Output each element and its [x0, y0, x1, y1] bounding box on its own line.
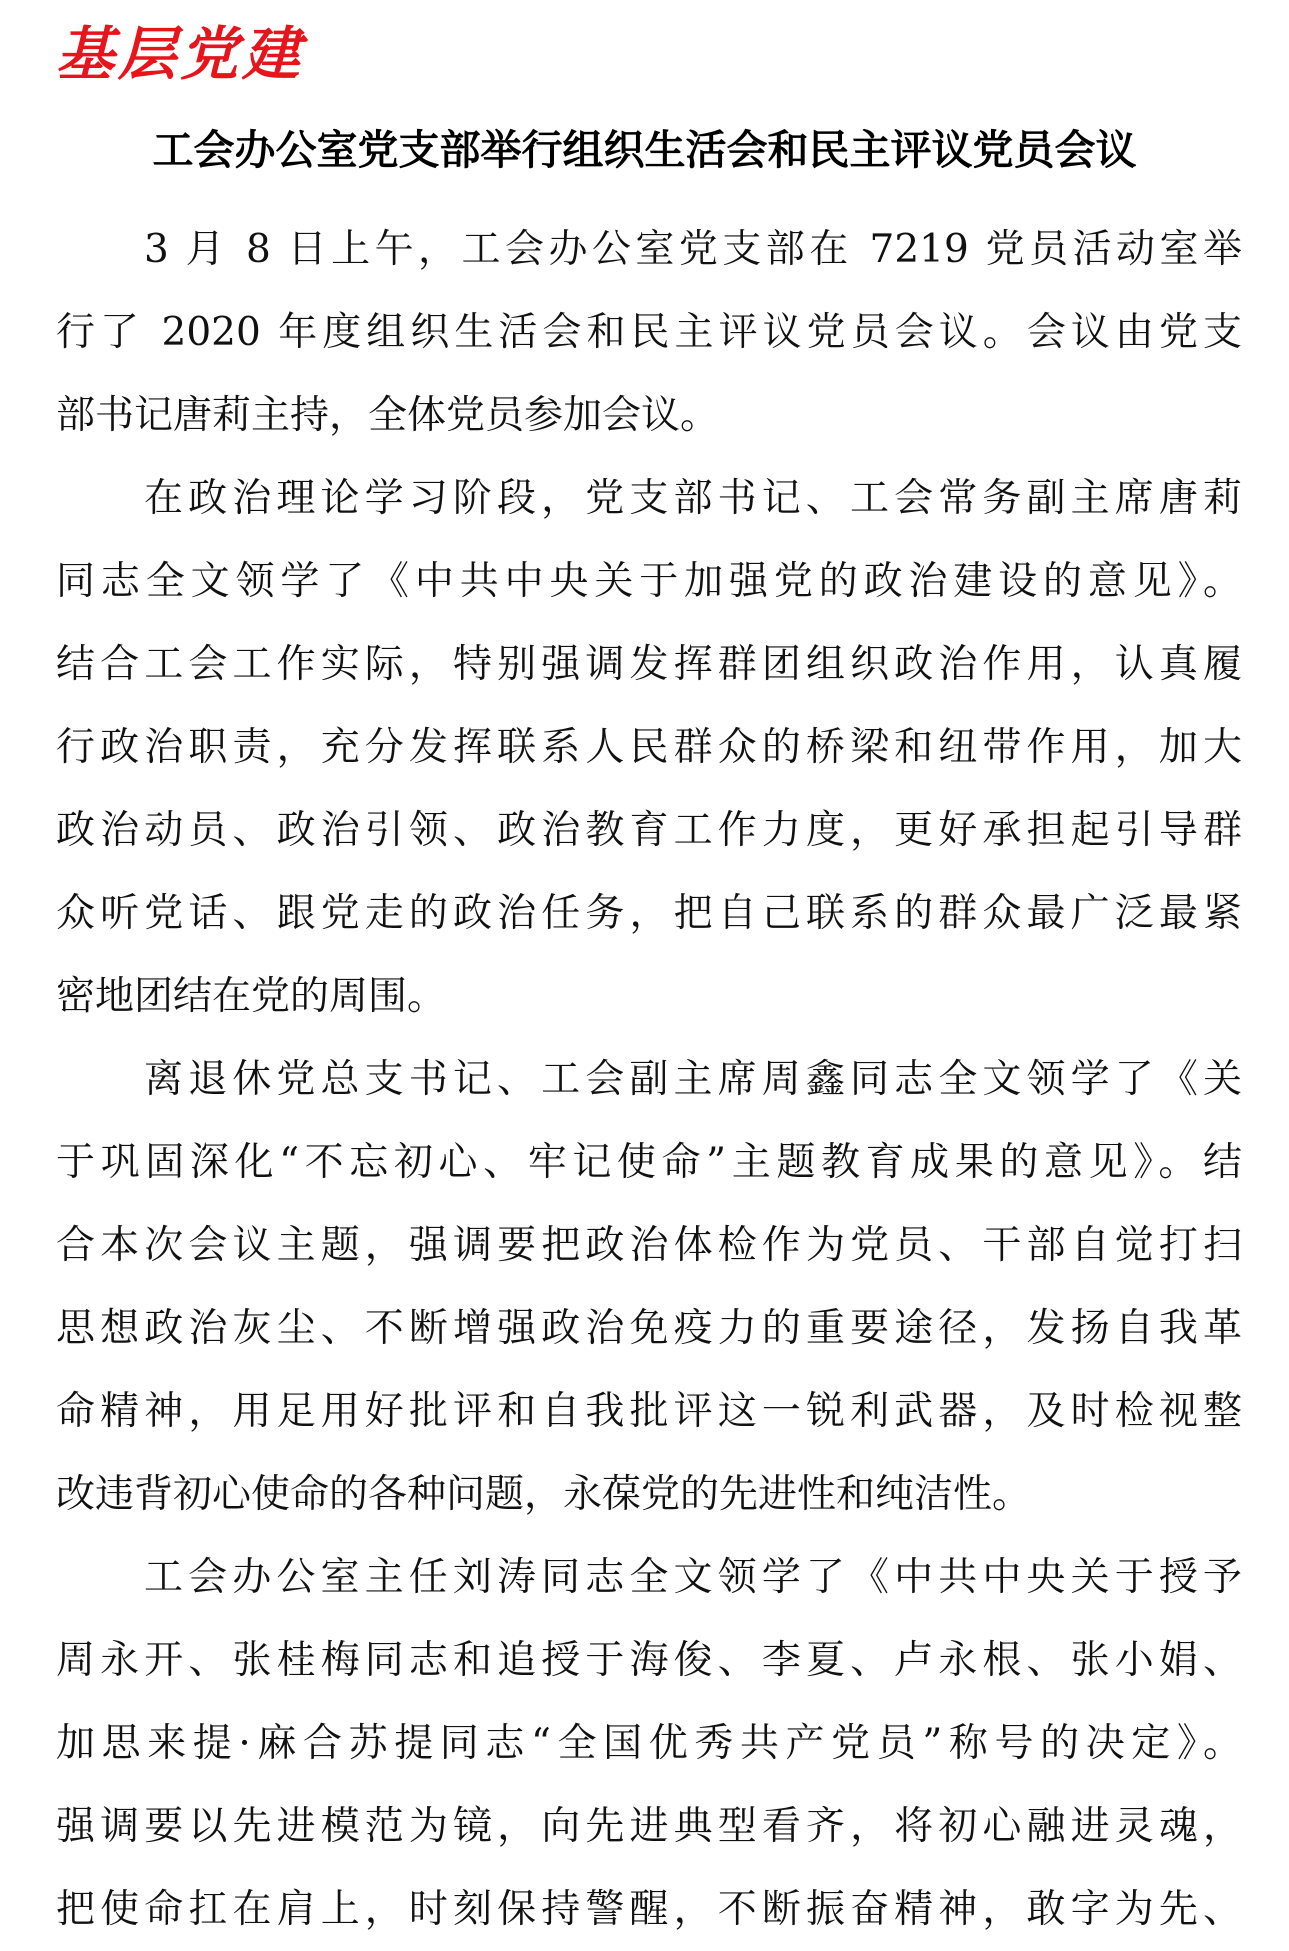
text-line: 周永开、张桂梅同志和追授于海俊、李夏、卢永根、张小娟、 [56, 1638, 1242, 1683]
text-line: 结合工会工作实际，特别强调发挥群团组织政治作用，认真履 [56, 642, 1242, 687]
text-line: 众听党话、跟党走的政治任务，把自己联系的群众最广泛最紧 [56, 891, 1242, 936]
text-line: 强调要以先进模范为镜，向先进典型看齐，将初心融进灵魂， [56, 1804, 1242, 1849]
text-line: 部书记唐莉主持，全体党员参加会议。 [56, 393, 720, 438]
article-title: 工会办公室党支部举行组织生活会和民主评议党员会议 [152, 126, 1137, 174]
text-line: 行了 2020 年度组织生活会和民主评议党员会议。会议由党支 [56, 310, 1242, 355]
text-line: 把使命扛在肩上，时刻保持警醒，不断振奋精神，敢字为先、 [56, 1887, 1242, 1932]
paragraph-3 [56, 1038, 1242, 1536]
text-line: 政治动员、政治引领、政治教育工作力度，更好承担起引导群 [56, 808, 1242, 853]
text-line: 3 月 8 日上午，工会办公室党支部在 7219 党员活动室举 [144, 227, 1242, 272]
text-line: 密地团结在党的周围。 [56, 974, 447, 1019]
text-line: 改违背初心使命的各种问题，永葆党的先进性和纯洁性。 [56, 1472, 1032, 1517]
text-line: 行政治职责，充分发挥联系人民群众的桥梁和纽带作用，加大 [56, 725, 1242, 770]
section-tag: 基层党建 [56, 20, 305, 88]
paragraph-2 [56, 457, 1242, 1038]
text-line: 加思来提·麻合苏提同志“全国优秀共产党员”称号的决定》。 [56, 1721, 1242, 1766]
text-line: 合本次会议主题，强调要把政治体检作为党员、干部自觉打扫 [56, 1223, 1242, 1268]
text-line: 在政治理论学习阶段，党支部书记、工会常务副主席唐莉 [144, 476, 1242, 521]
text-line: 于巩固深化“不忘初心、牢记使命”主题教育成果的意见》。结 [56, 1140, 1242, 1185]
paragraph-1 [56, 208, 1242, 457]
text-line: 工会办公室主任刘涛同志全文领学了《中共中央关于授予 [144, 1555, 1242, 1600]
text-line: 命精神，用足用好批评和自我批评这一锐利武器，及时检视整 [56, 1389, 1242, 1434]
text-line: 同志全文领学了《中共中央关于加强党的政治建设的意见》。 [56, 559, 1242, 604]
text-line: 离退休党总支书记、工会副主席周鑫同志全文领学了《关 [144, 1057, 1242, 1102]
text-line: 思想政治灰尘、不断增强政治免疫力的重要途径，发扬自我革 [56, 1306, 1242, 1351]
paragraph-4 [56, 1536, 1242, 1951]
article-body [56, 208, 1242, 1951]
